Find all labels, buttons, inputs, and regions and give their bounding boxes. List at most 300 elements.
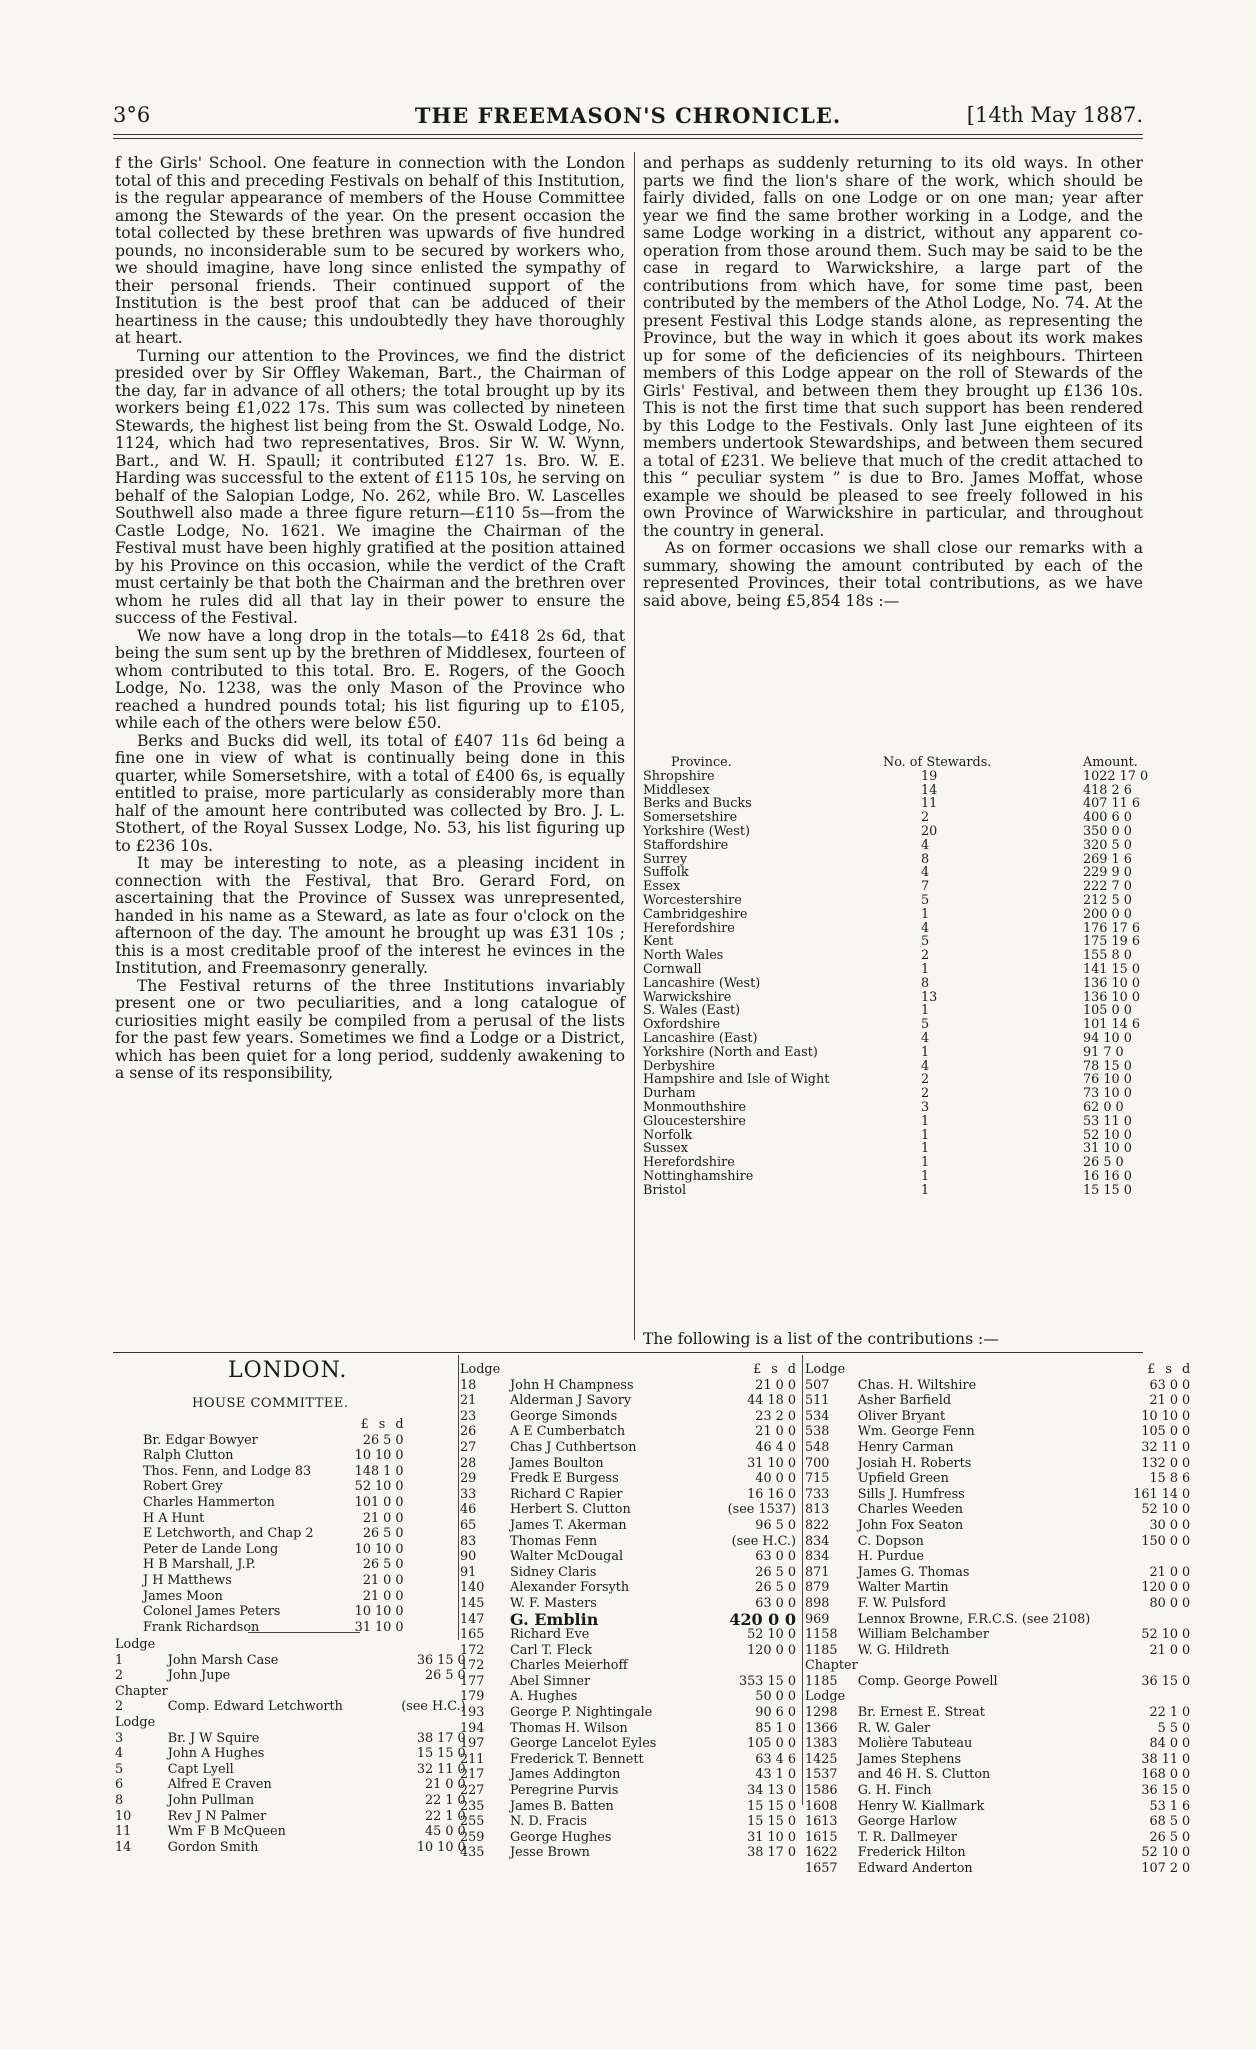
contributor-name: C. Dopson: [857, 1533, 924, 1549]
member-name: Br. Edgar Bowyer: [143, 1432, 258, 1448]
contributor-name: Wm. George Fenn: [857, 1424, 975, 1440]
contributor-name: James Addington: [510, 1767, 621, 1783]
province-row: [643, 1046, 1169, 1060]
contributor-name: James G. Thomas: [857, 1564, 970, 1580]
lodge-number: 227: [460, 1783, 485, 1799]
issue-date: [14th May 1887.: [966, 103, 1143, 127]
member-amount: 26 5 0: [362, 1557, 404, 1573]
lodge-number: 21: [460, 1393, 477, 1409]
contribution-amount: 52 10 0: [747, 1627, 796, 1643]
contributor-name: A. Hughes: [510, 1689, 578, 1705]
lodge-number: 834: [805, 1549, 830, 1565]
contributor-name: Henry Carman: [857, 1439, 954, 1455]
lodge-number: 1298: [805, 1705, 838, 1721]
member-name: Ralph Clutton: [143, 1448, 234, 1464]
province-name: Derbyshire: [643, 1058, 715, 1074]
contribution-amount: 150 0 0: [1141, 1533, 1191, 1549]
contribution-amount: 36 15 0: [416, 1652, 466, 1668]
province-stewards: 1: [921, 1141, 930, 1157]
province-stewards: 1: [921, 1127, 930, 1143]
contributor-name: Alfred E Craven: [167, 1777, 272, 1793]
contribution-amount: (see 1537): [727, 1502, 796, 1518]
province-amount: 200 0 0: [1083, 906, 1132, 922]
contribution-amount: 15 15 0: [416, 1746, 466, 1762]
right-paragraph: and perhaps as suddenly returning to its old ways. In other parts we find the lion's share of the work, which should be fairly divided, falls on one Lodge or on one man; year after year we find the same brother working in a Lodge, and the same Lodge working in a district, without any apparent co-operation from those around them. Such may be said to be the case in regard to Warwickshire, a large part of the contributions from which have, for some time past, been contributed by the members of the Athol Lodge, No. 74. At the present Festival this Lodge stands alone, as representing the Province, but the way in which it goes about its work makes up for some of the deficiencies of its neighbours. Thirteen members of this Lodge appear on the roll of Stewards of the Girls' Festival, and between them they brought up £136 10s. This is not the first time that such support has been rendered by this Lodge to the Festivals. Only last June eighteen of its members undertook Stewardships, and between them secured a total of £231. We believe that much of the credit attached to this “ peculiar system ” is due to Bro. James Moffat, whose example we should be pleased to see freely followed in his own Province of Warwickshire in particular, and throughout the country in general.: [643, 154, 1143, 540]
contribution-amount: 80 0 0: [1149, 1595, 1191, 1611]
lodge-number: 10: [115, 1808, 132, 1824]
lodge-heading: Lodge: [805, 1362, 846, 1377]
lodge-number: 1425: [805, 1751, 838, 1767]
list-row: [460, 1814, 796, 1830]
member-name: Colonel James Peters: [143, 1604, 281, 1620]
spacer: [143, 1417, 314, 1433]
province-name: Herefordshire: [643, 1155, 735, 1171]
lodge-number: 6: [115, 1777, 124, 1793]
contributor-name: James B. Batten: [510, 1798, 614, 1814]
lodge-number: 5: [115, 1761, 124, 1777]
province-row: [643, 977, 1169, 991]
list-row: [805, 1487, 1190, 1503]
list-row: [115, 1840, 466, 1856]
left-paragraph: We now have a long drop in the totals—to £418 2s 6d, that being the sum sent up by the brethren of Middlesex, fourteen of whom contributed to this total. Bro. E. Rogers, of the Gooch Lodge, No. 1238, was the only Mason of the Province who reached a hundred pounds total; his list figuring up to £105, while each of the others were below £50.: [115, 626, 625, 732]
list-row: [460, 1393, 796, 1409]
lodge-number: 255: [460, 1814, 485, 1830]
province-amount: 53 11 0: [1083, 1113, 1132, 1129]
province-table-header: [643, 756, 1169, 770]
lodge-number: 969: [805, 1611, 830, 1627]
contribution-amount: 21 0 0: [1149, 1642, 1191, 1658]
left-paragraph: f the Girls' School. One feature in connection with the London total of this and preceding Festivals on behalf of this Institution, is the regular appearance of members of the House Committee among the Stewards of the year. On the present occasion the total collected by these brethren was upwards of five hundred pounds, no inconsiderable sum to be secured by workers who, we should imagine, have long since enlisted the sympathy of their personal friends. Their continued support of the Institution is the best proof that can be adduced of their heartiness in the cause; this undoubtedly they have thoroughly at heart.: [115, 154, 625, 347]
province-row: [643, 963, 1169, 977]
province-stewards: 2: [921, 1086, 930, 1102]
contributor-name: Oliver Bryant: [857, 1408, 946, 1424]
contribution-amount: 21 0 0: [755, 1424, 796, 1440]
list-row: [115, 1653, 466, 1669]
contribution-amount: [1090, 1658, 1190, 1674]
province-name: Suffolk: [643, 865, 689, 881]
committee-row: [143, 1433, 404, 1449]
contributor-name: Henry W. Kiallmark: [857, 1798, 985, 1814]
list-rule: [113, 1352, 1143, 1353]
committee-row: [143, 1542, 404, 1558]
province-amount: 52 10 0: [1083, 1127, 1132, 1143]
contribution-amount: 84 0 0: [1149, 1736, 1191, 1752]
page-header: [113, 103, 1143, 131]
member-name: James Moon: [143, 1588, 223, 1604]
province-row: [643, 853, 1169, 867]
contribution-amount: [1090, 1549, 1190, 1565]
lodge-number: 822: [805, 1517, 830, 1533]
list-row: [805, 1518, 1190, 1534]
list-row: [460, 1689, 796, 1705]
list-row: [460, 1643, 796, 1659]
contribution-amount: [1090, 1612, 1190, 1628]
province-row: [643, 1170, 1169, 1184]
lodge-number: 18: [460, 1377, 477, 1393]
member-name: E Letchworth, and Chap 2: [143, 1526, 314, 1542]
province-stewards: 1: [921, 961, 930, 977]
province-amount: 101 14 6: [1083, 1017, 1140, 1033]
lodge-number: 813: [805, 1502, 830, 1518]
contribution-amount: 45 0 0: [424, 1824, 466, 1840]
province-row: [643, 935, 1169, 949]
contribution-amount: 53 1 6: [1149, 1798, 1191, 1814]
contributor-name: Sidney Claris: [510, 1564, 597, 1580]
lodge-number: 548: [805, 1439, 830, 1455]
contributor-name: James T. Akerman: [510, 1517, 627, 1533]
lsd-label: [696, 1362, 796, 1378]
province-stewards: 4: [921, 865, 930, 881]
masthead-title: THE FREEMASON'S CHRONICLE.: [414, 103, 842, 128]
contribution-amount: 120 0 0: [747, 1642, 796, 1658]
province-name: Sussex: [643, 1141, 688, 1157]
province-row: [643, 880, 1169, 894]
contribution-amount: 50 0 0: [755, 1689, 796, 1705]
lodge-number: 147: [460, 1611, 485, 1627]
province-name: Monmouthshire: [643, 1099, 747, 1115]
lsd-unit: d: [395, 1417, 404, 1432]
contributor-name: H. Purdue: [857, 1549, 924, 1565]
province-stewards: 1: [921, 1182, 930, 1198]
contribution-amount: 26 5 0: [1149, 1829, 1191, 1845]
list-row: [805, 1861, 1190, 1877]
contributor-name: Peregrine Purvis: [510, 1783, 619, 1799]
list-row: [805, 1830, 1190, 1846]
list-row: [460, 1378, 796, 1394]
lodge-number: 1537: [805, 1767, 838, 1783]
lodge-number: 172: [460, 1658, 485, 1674]
contribution-amount: 353 15 0: [739, 1673, 796, 1689]
list-row: [460, 1456, 796, 1472]
contribution-amount: 15 15 0: [747, 1798, 796, 1814]
list-row: [460, 1487, 796, 1503]
province-stewards: 2: [921, 1072, 930, 1088]
lodge-number: 217: [460, 1767, 485, 1783]
lodge-number: Chapter: [115, 1683, 168, 1699]
list-row: [805, 1565, 1190, 1581]
lodge-number: 46: [460, 1502, 477, 1518]
province-stewards: 1: [921, 1113, 930, 1129]
contribution-amount: [1090, 1689, 1190, 1705]
contribution-amount: 38 17 0: [416, 1730, 466, 1746]
province-name: Lancashire (East): [643, 1030, 758, 1046]
contributor-name: Richard Eve: [510, 1627, 590, 1643]
province-name: Durham: [643, 1086, 696, 1102]
province-stewards: 8: [921, 975, 930, 991]
province-stewards: 1: [921, 1044, 930, 1060]
lodge-number: 83: [460, 1533, 477, 1549]
province-name: Norfolk: [643, 1127, 693, 1143]
contributor-name: N. D. Fracis: [510, 1814, 587, 1830]
committee-row: [143, 1464, 404, 1480]
lodge-number: 1366: [805, 1720, 838, 1736]
contribution-amount: 63 4 6: [755, 1751, 796, 1767]
contribution-amount: 40 0 0: [755, 1471, 796, 1487]
left-paragraph: Berks and Bucks did well, its total of £407 11s 6d being a fine one in view of what is continually being done in this quarter, while Somersetshire, with a total of £400 6s, is equally entitled to praise, more particularly as considerably more than half of the amount here contributed was collected by Bro. J. L. Stothert, of the Royal Sussex Lodge, No. 53, his list figuring up to £236 10s.: [115, 731, 625, 855]
list-row: [805, 1456, 1190, 1472]
province-name: Yorkshire (North and East): [643, 1044, 818, 1060]
contributor-name: [168, 1684, 348, 1700]
contribution-amount: 43 1 0: [755, 1767, 796, 1783]
lodge-number: 1613: [805, 1814, 838, 1830]
province-row: [643, 1073, 1169, 1087]
province-row: [643, 1018, 1169, 1032]
contribution-amount: 10 10 0: [416, 1839, 466, 1855]
lodge-number: 91: [460, 1564, 477, 1580]
lodge-number: 1383: [805, 1736, 838, 1752]
province-stewards: 1: [921, 1003, 930, 1019]
lodge-list-b: [460, 1362, 796, 1861]
province-amount: 73 10 0: [1083, 1086, 1132, 1102]
contribution-amount: 26 5 0: [755, 1564, 796, 1580]
member-name: Peter de Lande Long: [143, 1541, 279, 1557]
contribution-amount: 105 0 0: [1141, 1424, 1191, 1440]
member-amount: 10 10 0: [354, 1541, 404, 1557]
committee-row: [143, 1495, 404, 1511]
contribution-amount: 21 0 0: [1149, 1564, 1191, 1580]
lsd-unit: s: [1165, 1362, 1172, 1377]
province-name: Essex: [643, 879, 681, 895]
lodge-list-c: [805, 1362, 1190, 1877]
list-row: [460, 1721, 796, 1737]
contributor-name: Alexander Forsyth: [510, 1580, 630, 1596]
province-amount: 105 0 0: [1083, 1003, 1132, 1019]
contributor-name: Molière Tabuteau: [857, 1736, 973, 1752]
member-amount: 21 0 0: [362, 1588, 404, 1604]
province-name: Nottinghamshire: [643, 1168, 754, 1184]
contributor-name: [858, 1689, 1091, 1705]
province-row: [643, 1142, 1169, 1156]
contributor-name: Jesse Brown: [510, 1845, 590, 1861]
contribution-amount: [696, 1658, 796, 1674]
province-name: Yorkshire (West): [643, 823, 750, 839]
list-row: [805, 1424, 1190, 1440]
contributor-name: Thomas Fenn: [510, 1533, 598, 1549]
contribution-amount: 15 8 6: [1149, 1471, 1191, 1487]
contributor-name: George Harlow: [857, 1814, 957, 1830]
list-row: [805, 1752, 1190, 1768]
contributor-name: Richard C Rapier: [510, 1486, 623, 1502]
lodge-number: 172: [460, 1642, 485, 1658]
province-stewards: 5: [921, 892, 930, 908]
contributor-name: Herbert S. Clutton: [510, 1502, 631, 1518]
lodge-number: 1: [115, 1652, 124, 1668]
lodge-number: 23: [460, 1408, 477, 1424]
lodge-number: 193: [460, 1705, 485, 1721]
contributor-name: John H Champness: [510, 1377, 634, 1393]
contributor-name: Rev J N Palmer: [167, 1808, 267, 1824]
lodge-number: 1615: [805, 1829, 838, 1845]
list-row: [115, 1731, 466, 1747]
member-name: H B Marshall, J.P.: [143, 1557, 256, 1573]
province-name: Berks and Bucks: [643, 796, 752, 812]
contribution-amount: 63 0 0: [1149, 1377, 1191, 1393]
list-row: [115, 1762, 466, 1778]
list-row: [460, 1767, 796, 1783]
province-row: [643, 797, 1169, 811]
lsd-unit: d: [787, 1362, 796, 1377]
list-row: [805, 1549, 1190, 1565]
contributor-name: Frederick T. Bennett: [510, 1751, 644, 1767]
province-name: Warwickshire: [643, 989, 732, 1005]
province-name: Kent: [643, 934, 674, 950]
contribution-amount: 31 10 0: [747, 1455, 796, 1471]
contribution-amount: 16 16 0: [747, 1486, 796, 1502]
contributor-name: Frederick Hilton: [857, 1845, 966, 1861]
contributor-name: John Marsh Case: [167, 1652, 279, 1668]
lodge-number: 194: [460, 1720, 485, 1736]
list-row: [460, 1799, 796, 1815]
province-stewards: 5: [921, 934, 930, 950]
province-amount: 91 7 0: [1083, 1044, 1124, 1060]
contributor-name: W. G. Hildreth: [857, 1642, 950, 1658]
contributor-name: Edward Anderton: [857, 1861, 973, 1876]
contributor-name: [168, 1715, 348, 1731]
member-amount: 21 0 0: [362, 1572, 404, 1588]
contribution-amount: 26 5 0: [755, 1580, 796, 1596]
contribution-amount: (see H.C.): [731, 1533, 796, 1549]
province-stewards: 2: [921, 810, 930, 826]
lodge-number: 33: [460, 1486, 477, 1502]
province-stewards: 7: [921, 879, 930, 895]
lodge-number: 1185: [805, 1673, 838, 1689]
province-name: Staffordshire: [643, 837, 729, 853]
province-amount: 269 1 6: [1083, 851, 1132, 867]
province-name: Cambridgeshire: [643, 906, 748, 922]
committee-row: [143, 1526, 404, 1542]
left-paragraph: The Festival returns of the three Institutions invariably present one or two peculiarities, and a long catalogue of curiosities might easily be compiled from a perusal of the lists for the past few years. Sometimes we find a Lodge or a District, which has been quiet for a long period, suddenly awakening to a sense of its responsibility,: [115, 976, 625, 1082]
province-row: [643, 991, 1169, 1005]
lodge-number: Lodge: [805, 1689, 846, 1705]
province-stewards: 4: [921, 1058, 930, 1074]
lodge-number: 8: [115, 1792, 124, 1808]
contributor-name: Sills J. Humfress: [857, 1486, 965, 1502]
list-row: [460, 1845, 796, 1861]
lodge-number: 14: [115, 1839, 132, 1855]
contribution-amount: 38 11 0: [1141, 1751, 1191, 1767]
province-row: [643, 949, 1169, 963]
lodge-number: 26: [460, 1424, 477, 1440]
committee-rule: [248, 1632, 360, 1633]
province-stewards: 5: [921, 1017, 930, 1033]
lodge-number: 2: [115, 1668, 124, 1684]
list-row: [460, 1580, 796, 1596]
contribution-amount: 85 1 0: [755, 1720, 796, 1736]
member-amount: 52 10 0: [354, 1479, 404, 1495]
lodge-number: 4: [115, 1746, 124, 1762]
contribution-amount: 63 0 0: [755, 1595, 796, 1611]
lodge-number: 197: [460, 1736, 485, 1752]
list-row: [460, 1518, 796, 1534]
province-name: Lancashire (West): [643, 975, 761, 991]
list-row: [805, 1767, 1190, 1783]
member-amount: 148 1 0: [354, 1463, 404, 1479]
province-stewards: 2: [921, 948, 930, 964]
province-row: [643, 866, 1169, 880]
province-amount: 222 7 0: [1083, 879, 1132, 895]
lodge-number: 834: [805, 1533, 830, 1549]
lodge-number: 29: [460, 1471, 477, 1487]
contributor-name: James Stephens: [857, 1751, 962, 1767]
lodge-number: 733: [805, 1486, 830, 1502]
lodge-number: 715: [805, 1471, 830, 1487]
left-column: [115, 155, 625, 1083]
province-name: Middlesex: [643, 782, 710, 798]
lsd-unit: £: [753, 1362, 762, 1377]
province-amount: 175 19 6: [1083, 934, 1140, 950]
contributions-intro: The following is a list of the contributions :—: [643, 1330, 999, 1348]
list-row: [805, 1378, 1190, 1394]
province-row: [643, 825, 1169, 839]
province-row: [643, 908, 1169, 922]
province-amount: 16 16 0: [1083, 1168, 1132, 1184]
column-divider: [634, 152, 635, 1340]
list-row: [460, 1471, 796, 1487]
member-amount: 31 10 0: [354, 1619, 404, 1635]
province-stewards: 19: [921, 768, 938, 784]
list-row: [460, 1627, 796, 1643]
contribution-amount: [348, 1684, 466, 1700]
house-committee-list: [143, 1417, 404, 1635]
province-amount: 212 5 0: [1083, 892, 1132, 908]
lodge-number: 65: [460, 1517, 477, 1533]
header-rule: [113, 134, 1143, 135]
contributor-name: Br. J W Squire: [167, 1730, 260, 1746]
list-row: [805, 1502, 1190, 1518]
contributor-name: John A Hughes: [167, 1746, 265, 1762]
province-amount: 407 11 6: [1083, 796, 1140, 812]
list-divider-1: [458, 1355, 459, 1640]
contribution-amount: [348, 1637, 466, 1653]
contribution-amount: 107 2 0: [1141, 1861, 1191, 1876]
province-name: Bristol: [643, 1182, 687, 1198]
province-stewards: 3: [921, 1099, 930, 1115]
contribution-amount: 132 0 0: [1141, 1455, 1191, 1471]
lsd-unit: £: [360, 1417, 369, 1432]
list-row: [115, 1668, 466, 1684]
province-row: [643, 770, 1169, 784]
province-amount: 418 2 6: [1083, 782, 1132, 798]
contribution-amount: 21 0 0: [1149, 1393, 1191, 1409]
house-committee-heading: HOUSE COMMITTEE.: [192, 1396, 349, 1411]
list-row: [115, 1637, 466, 1653]
contribution-amount: 23 2 0: [755, 1408, 796, 1424]
province-stewards: 4: [921, 1030, 930, 1046]
contribution-amount: 38 17 0: [747, 1845, 796, 1861]
contribution-amount: 52 10 0: [1141, 1627, 1191, 1643]
contributor-name: Capt Lyell: [167, 1761, 234, 1777]
list-row: [460, 1752, 796, 1768]
province-name: Cornwall: [643, 961, 702, 977]
lodge-number: 179: [460, 1689, 485, 1705]
lodge-number: 3: [115, 1730, 124, 1746]
province-row: [643, 1101, 1169, 1115]
list-row: [805, 1627, 1190, 1643]
province-row: [643, 1087, 1169, 1101]
member-name: Charles Hammerton: [143, 1494, 275, 1510]
province-stewards: 1: [921, 1155, 930, 1171]
list-row: [115, 1684, 466, 1700]
province-amount: 76 10 0: [1083, 1072, 1132, 1088]
province-amount: 400 6 0: [1083, 810, 1132, 826]
lodge-number: Lodge: [115, 1637, 156, 1652]
list-row: [805, 1643, 1190, 1659]
contribution-amount: 420 0 0: [729, 1609, 796, 1629]
list-row: [460, 1736, 796, 1752]
province-stewards: 11: [921, 796, 938, 812]
lsd-unit: s: [378, 1417, 386, 1432]
province-stewards: 1: [921, 906, 930, 922]
